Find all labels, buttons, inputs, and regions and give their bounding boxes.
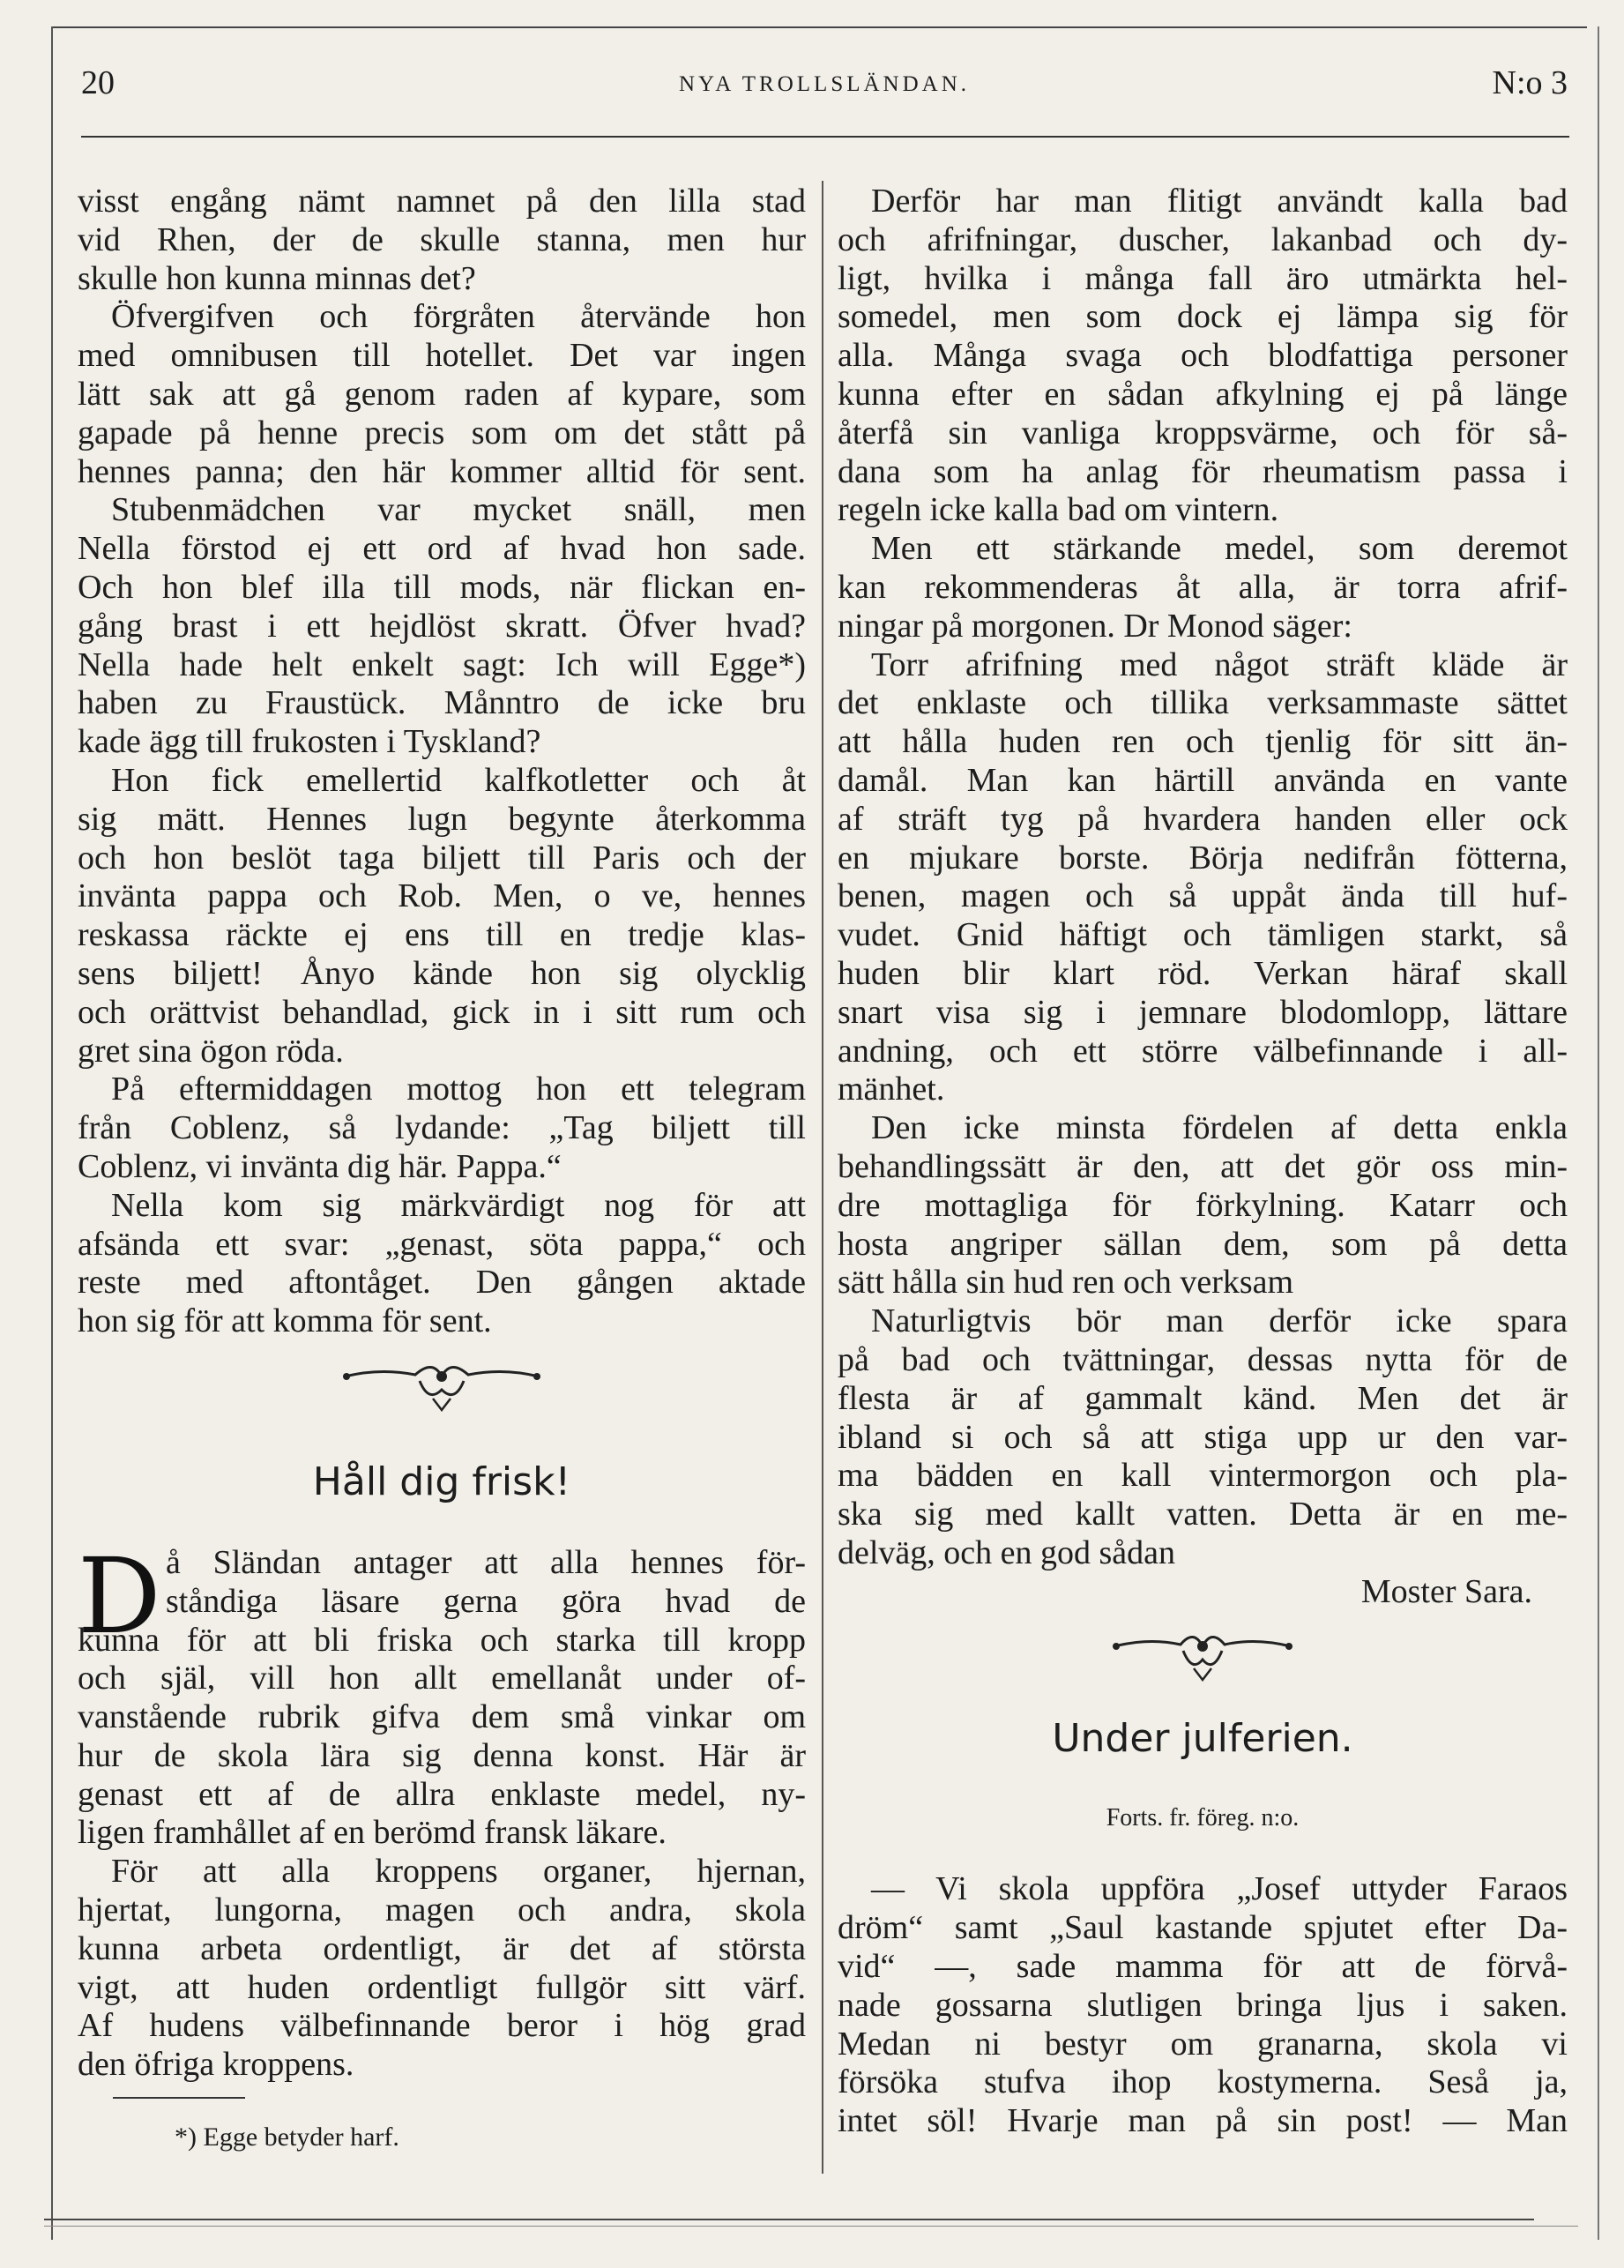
vignette-flourish-icon (1106, 1620, 1300, 1682)
footnote-rule (113, 2097, 245, 2099)
text-line: reste med aftontåget. Den gången aktade (78, 1264, 806, 1302)
text-line: Och hon blef illa till mods, när flickan en- (78, 568, 806, 606)
text-line: dröm“ samt „Saul kastande spjutet efter Da- (838, 1909, 1568, 1947)
text-line: haben zu Fraustück. Månntro de icke bru (78, 684, 806, 722)
text-line: hur de skola lära sig denna konst. Här är (78, 1736, 806, 1774)
text-line: skulle hon kunna minnas det? (78, 259, 476, 297)
text-line: Coblenz, vi invänta dig här. Pappa.“ (78, 1147, 562, 1185)
text-line: Af hudens välbefinnande beror i hög grad (78, 2007, 806, 2045)
text-line: det enklaste och tillika verksammaste sättet (838, 684, 1568, 722)
text-line: Nella kom sig märkvärdigt nog för att (111, 1186, 806, 1224)
text-line: hosta angriper sällan dem, som på detta (838, 1225, 1568, 1263)
text-line: hon sig för att komma för sent. (78, 1302, 492, 1340)
article-body (78, 1534, 806, 2085)
section-title: Håll dig frisk! (312, 1459, 571, 1504)
text-line: och orättvist behandlad, gick in i sitt rum och (78, 993, 806, 1031)
text-line: benen, magen och så uppåt ända till huf- (838, 877, 1568, 915)
scan-border-left (51, 26, 53, 2240)
text-line: Medan ni bestyr om granarna, skola vi (838, 2025, 1568, 2063)
text-line: vid“ —, sade mamma för att de förvå- (838, 1948, 1568, 1986)
text-line: Stubenmädchen var mycket snäll, men (111, 491, 806, 529)
text-line: ståndiga läsare gerna göra hvad de (166, 1582, 806, 1620)
issue-number: N:o 3 (1492, 64, 1568, 101)
text-line: med omnibusen till hotellet. Det var ingen (78, 337, 806, 375)
vignette-flourish-icon (336, 1350, 548, 1412)
text-line: reskassa räckte ej ens till en tredje klas- (78, 916, 806, 954)
text-line: genast ett af de allra enklaste medel, ny- (78, 1775, 806, 1813)
text-line: Nella förstod ej ett ord af hvad hon sade. (78, 530, 806, 568)
text-line: kunna för att bli friska och starka till kropp (78, 1621, 806, 1659)
text-line: och själ, vill hon allt emellanåt under of- (78, 1660, 806, 1697)
text-line: sig mätt. Hennes lugn begynte återkomma (78, 800, 806, 838)
left-column (78, 183, 806, 2157)
text-line: Derför har man flitigt användt kalla bad (871, 183, 1568, 220)
text-line: mänhet. (838, 1071, 945, 1108)
text-line: vudet. Gnid häftigt och tämligen starkt, så (838, 916, 1568, 954)
text-line: På eftermiddagen mottog hon ett telegram (111, 1071, 806, 1108)
continued-note: Forts. fr. föreg. n:o. (1106, 1804, 1300, 1832)
text-line: att hålla huden ren och tjenlig för sitt än- (838, 723, 1568, 761)
column-divider (822, 181, 823, 2174)
text-line: andning, och ett större välbefinnande i all- (838, 1032, 1568, 1070)
text-line: sens biljett! Ånyo kände hon sig olycklig (78, 954, 806, 992)
text-line: — Vi skola uppföra „Josef uttyder Faraos (871, 1870, 1568, 1908)
text-line: dre mottagliga för förkylning. Katarr och (838, 1186, 1568, 1224)
text-line: sätt hålla sin hud ren och verksam (838, 1264, 1294, 1302)
spacer (838, 1849, 1568, 1870)
text-line: Nella hade helt enkelt sagt: Ich will Egge*) (78, 645, 806, 683)
text-line: på bad och tvättningar, dessas nytta för de (838, 1340, 1568, 1378)
text-line: dana som ha anlag för rheumatism passa i (838, 452, 1568, 490)
text-line: kade ägg till frukosten i Tyskland? (78, 723, 541, 761)
text-line: ibland si och så att stiga upp ur den var- (838, 1418, 1568, 1456)
text-line: och afrifningar, duscher, lakanbad och dy- (838, 220, 1568, 258)
text-line: För att alla kroppens organer, hjernan, (111, 1853, 806, 1891)
text-line: snart visa sig i jemnare blodomlopp, lättare (838, 993, 1568, 1031)
ornament-divider (838, 1611, 1568, 1690)
text-line: visst engång nämt namnet på den lilla stad (78, 183, 806, 220)
text-line: Torr afrifning med något sträft kläde är (871, 645, 1568, 683)
text-line: alla. Många svaga och blodfattiga personer (838, 337, 1568, 375)
text-line: Naturligtvis bör man derför icke spara (871, 1302, 1568, 1340)
text-line: nade gossarna slutligen bringa ljus i saken. (838, 1986, 1568, 2024)
story-ending (78, 183, 806, 1341)
running-header (81, 56, 1568, 109)
text-line: huden blir klart röd. Verkan häraf skall (838, 954, 1568, 992)
text-line: och hon beslöt taga biljett till Paris och der (78, 839, 806, 877)
text-line: försöka stufva ihop kostymerna. Seså ja, (838, 2063, 1568, 2101)
text-line: gång brast i ett hejdlöst skratt. Öfver hvad? (78, 607, 806, 645)
text-line: gret sina ögon röda. (78, 1032, 344, 1070)
text-line: från Coblenz, så lydande: „Tag biljett till (78, 1109, 806, 1147)
text-line: gapade på henne precis som om det stått på (78, 414, 806, 451)
text-line: delväg, och en god sådan (838, 1533, 1176, 1571)
text-line: ligen framhållet af en berömd fransk läkare. (78, 1814, 667, 1852)
text-line: behandlingssätt är den, att det gör oss min- (838, 1147, 1568, 1185)
text-line: ningar på morgonen. Dr Monod säger: (838, 607, 1352, 645)
header-rule (81, 136, 1569, 138)
ornament-divider (78, 1341, 806, 1421)
article-continuation (838, 183, 1568, 1611)
text-line: flesta är af gammalt känd. Men det är (838, 1379, 1568, 1417)
scan-border-right (1598, 26, 1599, 2240)
text-line: kunna arbeta ordentligt, är det af största (78, 1929, 806, 1967)
text-line: kunna efter en sådan afkylning ej på länge (838, 375, 1568, 413)
text-line: vid Rhen, der de skulle stanna, men hur (78, 220, 806, 258)
text-line: kan rekommenderas åt alla, är torra afrif- (838, 568, 1568, 606)
page-number: 20 (81, 64, 115, 101)
scan-border-bottom-secondary (44, 2226, 1578, 2227)
text-line: intet söl! Hvarje man på sin post! — Man (838, 2102, 1568, 2140)
text-line: ligt, hvilka i många fall äro utmärkta hel- (838, 259, 1568, 297)
text-line: damål. Man kan härtill använda en vante (838, 761, 1568, 799)
text-line: invänta pappa och Rob. Men, o ve, hennes (78, 877, 806, 915)
text-line: Öfvergifven och förgråten återvände hon (111, 298, 806, 336)
text-line: lätt sak att gå genom raden af kypare, som (78, 375, 806, 413)
text-line: den öfriga kroppens. (78, 2046, 354, 2084)
magazine-title: NYA TROLLSLÄNDAN. (678, 72, 971, 96)
text-line: vigt, att huden ordentligt fullgör sitt värf. (78, 1968, 806, 2006)
text-line: återfå sin vanliga kroppsvärme, och för så- (838, 414, 1568, 451)
text-line: somedel, men som dock ej lämpa sig för (838, 298, 1568, 336)
text-line: hennes panna; den här kommer alltid för sent. (78, 452, 806, 490)
right-column (838, 183, 1568, 2141)
text-line: vanstående rubrik gifva dem små vinkar om (78, 1698, 806, 1736)
footnote: *) Egge betyder harf. (175, 2123, 399, 2152)
text-line: ma bädden en kall vintermorgon och pla- (838, 1457, 1568, 1495)
signature: Moster Sara. (1360, 1572, 1532, 1610)
text-line: hjertat, lungorna, magen och andra, skola (78, 1891, 806, 1929)
text-line: ska sig med kallt vatten. Detta är en me- (838, 1496, 1568, 1533)
text-line: Men ett stärkande medel, som deremot (871, 530, 1568, 568)
story-body (838, 1870, 1568, 2141)
scan-border-top (53, 26, 1587, 28)
text-line: af sträft tyg på hvardera handen eller ock (838, 800, 1568, 838)
text-line: regeln icke kalla bad om vintern. (838, 491, 1279, 529)
scan-border-bottom (44, 2219, 1534, 2220)
drop-cap: D (78, 1534, 161, 1657)
text-line: Den icke minsta fördelen af detta enkla (871, 1109, 1568, 1147)
text-line: afsända ett svar: „genast, söta pappa,“ och (78, 1225, 806, 1263)
text-line: Hon fick emellertid kalfkotletter och åt (111, 761, 806, 799)
text-line: å Sländan antager att alla hennes för- (166, 1543, 806, 1581)
text-line: en mjukare borste. Börja nedifrån fötterna, (838, 839, 1568, 877)
section-title: Under julferien. (1052, 1716, 1353, 1762)
